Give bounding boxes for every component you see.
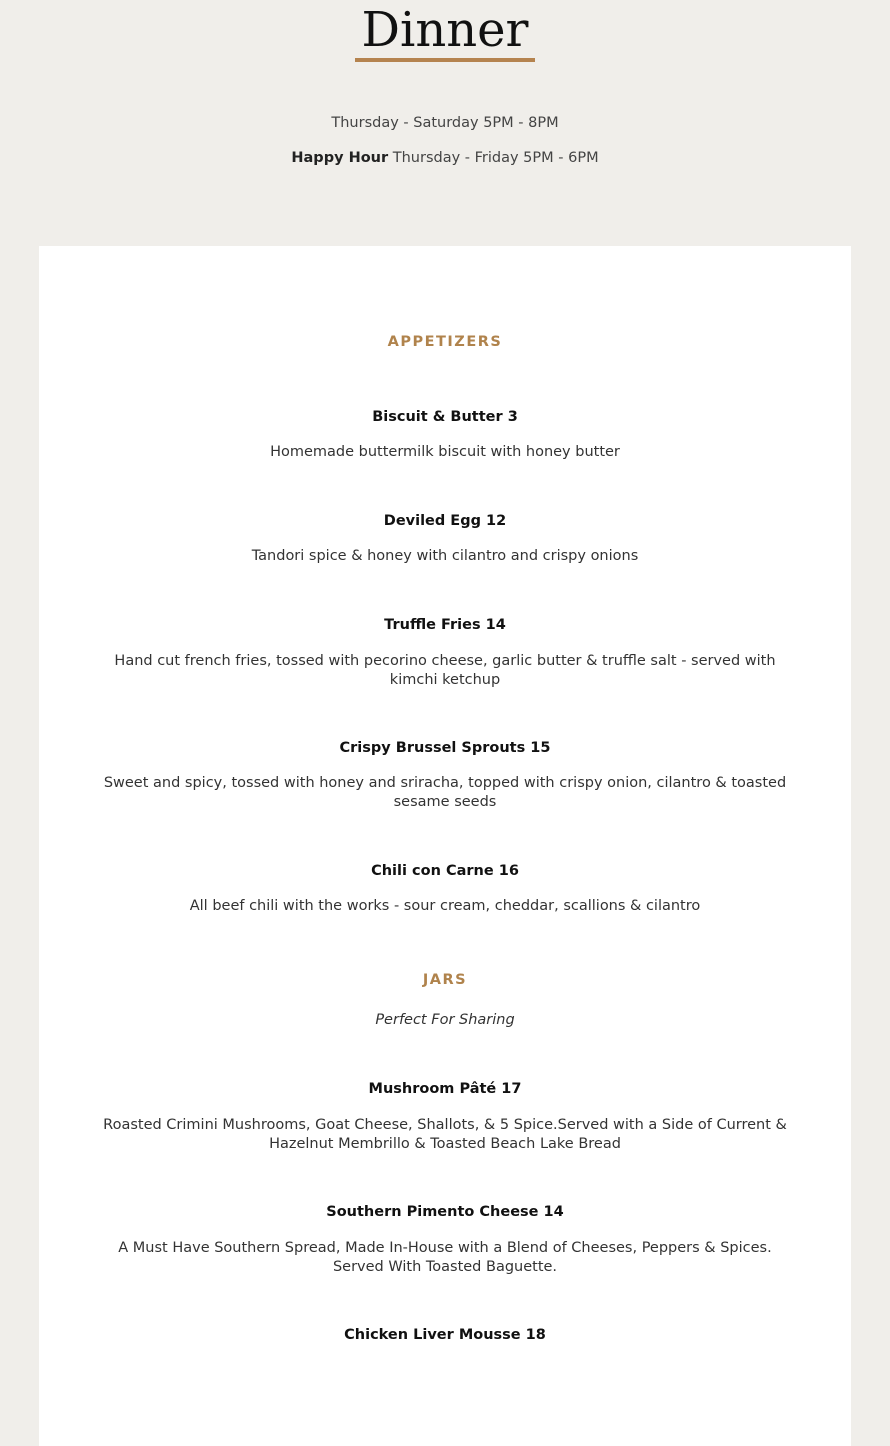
menu-item-title: Deviled Egg 12	[383, 513, 507, 529]
menu-item-description: Homemade buttermilk biscuit with honey butter	[270, 444, 620, 460]
menu-item-description: Hand cut french fries, tossed with pecorino cheese, garlic butter & truffle salt - served with kimchi ketchup	[114, 653, 776, 688]
happy-hour-line	[0, 150, 890, 166]
menu-item-title: Crispy Brussel Sprouts 15	[339, 740, 551, 756]
menu-item-title: Truffle Fries 14	[384, 617, 506, 633]
menu-item-description: A Must Have Southern Spread, Made In-House with a Blend of Cheeses, Peppers & Spices. Served With Toasted Baguette.	[118, 1240, 772, 1275]
menu-item-title: Southern Pimento Cheese 14	[326, 1204, 564, 1220]
menu-item-description: Roasted Crimini Mushrooms, Goat Cheese, Shallots, & 5 Spice.Served with a Side of Current & Hazelnut Membrillo & Toasted Beach Lake Bread	[103, 1117, 787, 1152]
page-title: Dinner	[355, 2, 534, 62]
menu-item-description: All beef chili with the works - sour cream, cheddar, scallions & cilantro	[189, 898, 701, 914]
menu-item-description: Sweet and spicy, tossed with honey and sriracha, topped with crispy onion, cilantro & toasted sesame seeds	[103, 775, 787, 810]
section-subheading: Perfect For Sharing	[375, 1012, 515, 1028]
menu-item-title: Chicken Liver Mousse 18	[344, 1327, 546, 1343]
menu-item-title: Mushroom Pâté 17	[368, 1081, 522, 1097]
menu-card	[39, 246, 851, 1446]
happy-hour-label: Happy Hour	[291, 150, 389, 166]
menu-item-title: Biscuit & Butter 3	[372, 409, 518, 425]
menu-item-title: Chili con Carne 16	[371, 863, 519, 879]
section-heading-jars: JARS	[422, 972, 468, 988]
section-heading-appetizers: APPETIZERS	[387, 334, 503, 350]
hours-text: Thursday - Saturday 5PM - 8PM	[331, 115, 559, 131]
menu-item-description: Tandori spice & honey with cilantro and crispy onions	[251, 548, 639, 564]
happy-hour-time: Thursday - Friday 5PM - 6PM	[388, 150, 599, 166]
